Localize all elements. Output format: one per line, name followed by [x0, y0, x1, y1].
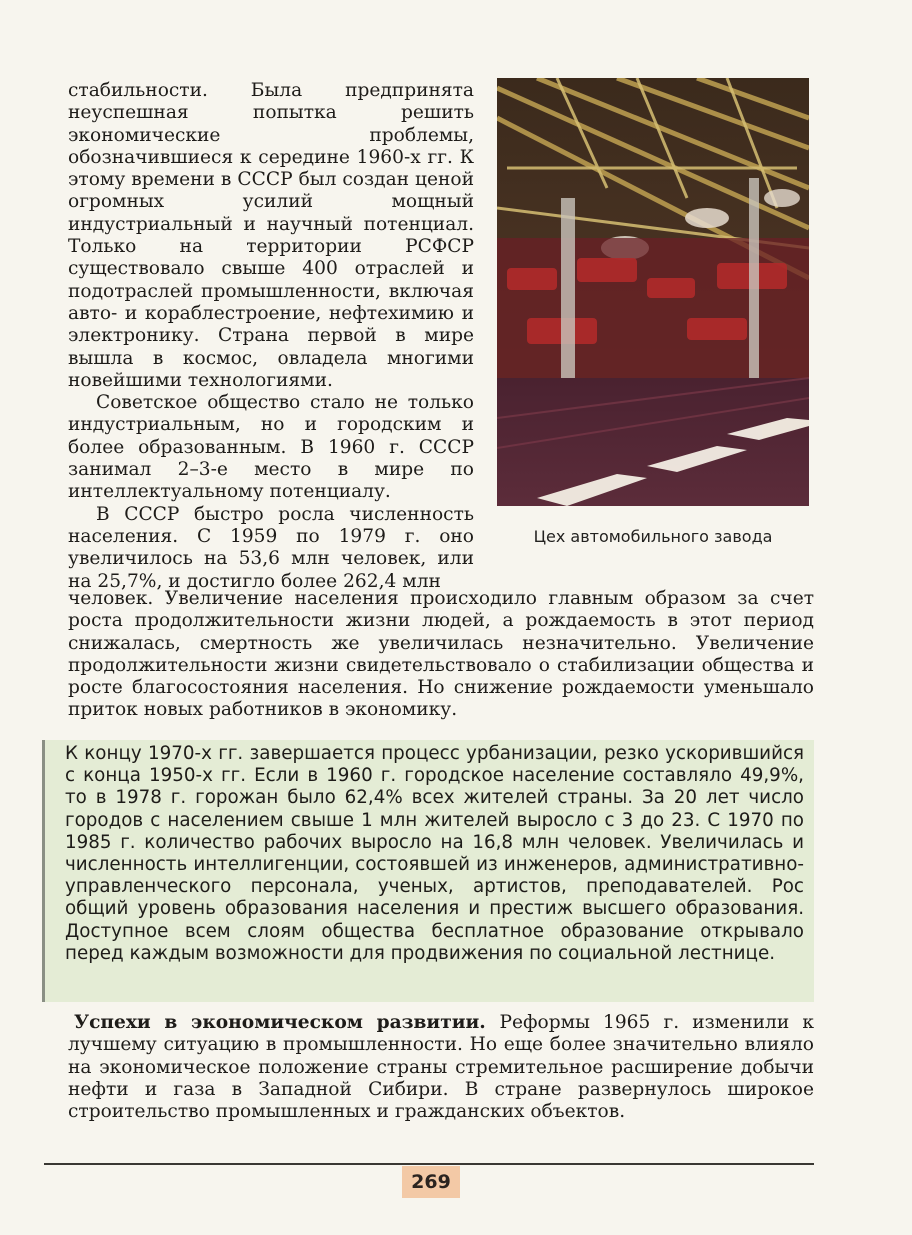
footer-divider: [44, 1163, 814, 1165]
paragraph-society: Советское общество стало не только индустриальным, но и городским и более образованным. В 1960 г. СССР занимал 2–3-е место в мире по интеллектуальному потенциалу.: [68, 392, 474, 503]
paragraph-population-continued: человек. Увеличение населения происходило главным образом за счет роста продолжительности жизни людей, а рождаемость в этот период снижалась, смертность же увеличилась незначительно. Увеличение продолжительности жизни свидетельствовало о стабилизации общества и росте благосостояния населения. Но снижение рождаемости уменьшало приток новых работников в экономику.: [68, 588, 814, 721]
section-heading: Успехи в экономическом развитии.: [74, 1012, 500, 1033]
highlight-box: [42, 740, 814, 1002]
paragraph-stability: стабильности. Была предпринята неуспешная попытка решить экономические проблемы, обозначившиеся к середине 1960-х гг. К этому времени в СССР был создан ценой огромных усилий мощный индустриальный и научный потенциал. Только на территории РСФСР существовало свыше 400 отраслей и подотраслей промышленности, включая авто- и кораблестроение, нефтехимию и электронику. Страна первой в мире вышла в космос, овладела многими новейшими технологиями.: [68, 80, 474, 391]
page-number: 269: [411, 1171, 451, 1193]
section-economic-success: [68, 1012, 814, 1123]
section-body: Реформы 1965 г. изменили к лучшему ситуацию в промышленности. Но еще более значительно влияло на экономическое положение страны стремительное расширение добычи нефти и газа в Западной Сибири. В стране развернулось широкое строительство промышленных и гражданских объектов.: [68, 1012, 814, 1123]
paragraph-population: В СССР быстро росла численность населения. С 1959 по 1979 г. оно увеличилось на 53,6 млн человек, или на 25,7%, и достигло более 262,4 млн: [68, 503, 474, 592]
highlight-box-text: К концу 1970-х гг. завершается процесс урбанизации, резко ускорившийся с конца 1950-х гг. Если в 1960 г. городское население составляло 49,9%, то в 1978 г. горожан было 62,4% всех жителей страны. За 20 лет число городов с населением свыше 1 млн жителей выросло с 3 до 23. С 1970 по 1985 г. количество рабочих выросло на 16,8 млн человек. Увеличилась и численность интеллигенции, состоявшей из инженеров, административно-управленческого персонала, ученых, артистов, преподавателей. Рос общий уровень образования населения и престиж высшего образования. Доступное всем слоям общества бесплатное образование открывало перед каждым возможности для продвижения по социальной лестнице.: [65, 743, 804, 964]
factory-photo: [497, 78, 809, 506]
photo-caption: Цех автомобильного завода: [533, 527, 773, 546]
page-number-badge: [402, 1166, 460, 1198]
left-text-column: [68, 80, 474, 593]
